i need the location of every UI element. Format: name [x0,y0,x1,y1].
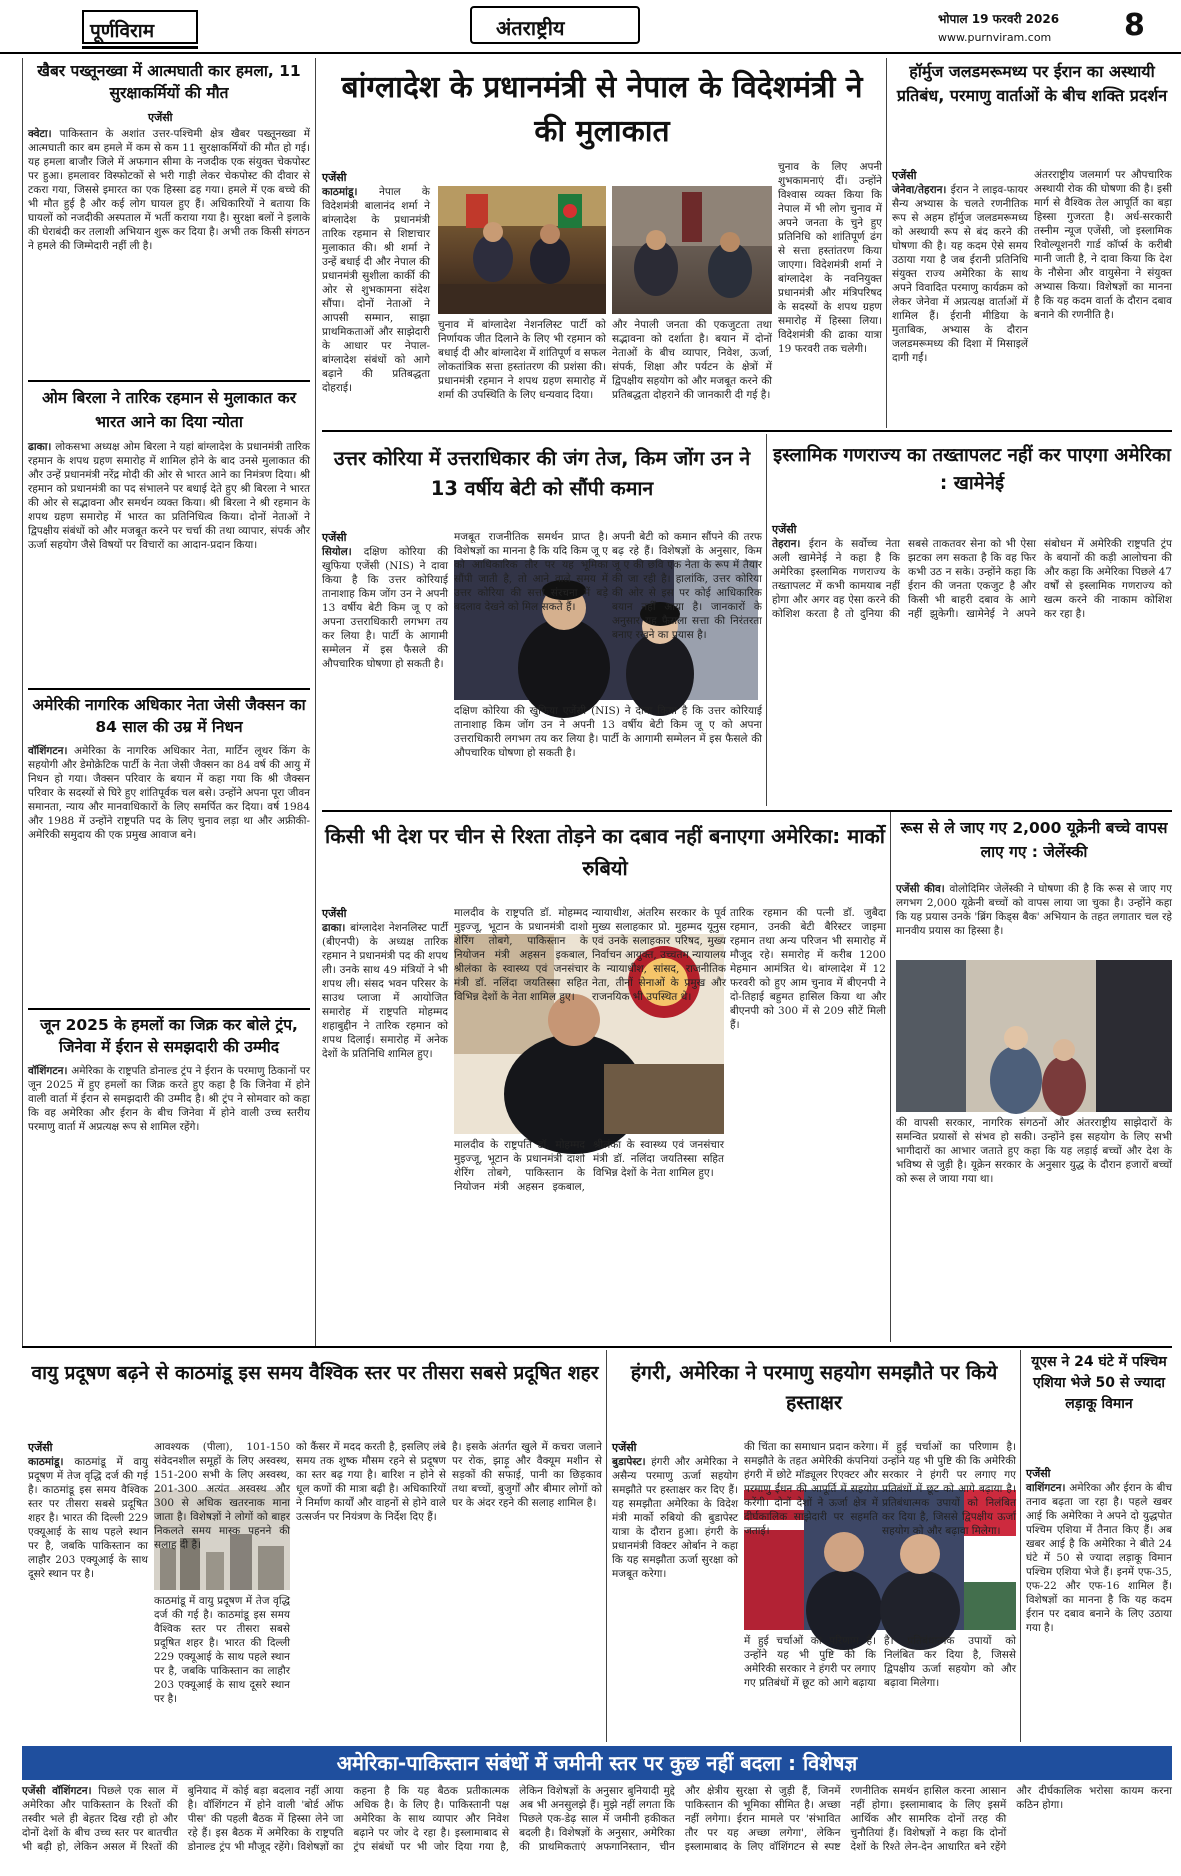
story-text: में हुई चर्चाओं का परिणाम है। उन्होंने यह भी पुष्टि की कि अमेरिकी सरकार ने हंगरी पर लगाए गए प्रतिबंधों में छूट को आगे बढ़ाया है। प्रतिबंधात्मक उपायों को निलंबित कर दिया है, जिससे द्विपक्षीय ऊर्जा सहयोग को और बढ़ावा मिलेगा। [744,1635,1016,1689]
agency: एजेंसी [1026,1467,1051,1480]
logo: पूर्णविराम [90,20,155,42]
story-pollution [28,1352,602,1436]
story-body [28,1064,310,1262]
story-text: आवश्यक (पीला), 101-150 संवेदनशील समूहों के लिए अस्वस्थ, 151-200 सभी के लिए अस्वस्थ, 201-300 अत्यंत अस्वस्थ और 300 से अधिक खतरनाक माना जाता है। विशेषज्ञों ने लोगों को बाहर निकलते समय मास्क पहनने की सलाह दी है। [154,1441,290,1551]
story-body [892,183,1028,425]
meeting-photo-art [438,186,606,314]
col-divider [766,434,767,806]
story-headline: किसी भी देश पर चीन से रिश्ता तोड़ने का दबाव नहीं बनाएगा अमेरिका: मार्को रुबियो [325,824,885,880]
china-col1 [322,906,448,1342]
agency: एजेंसी [896,883,925,895]
story-text: चुनाव के लिए अपनी शुभकामनाएं दीं। उन्होंने विश्वास व्यक्त किया कि नेपाल में भी लोग चुनाव में अपने जनता के चुने हुए प्रतिनिधि को शांतिपूर्ण ढंग से सत्ता हस्तांतरण किया जाएगा। विदेशमंत्री शर्मा ने बांग्लादेश के नवनियुक्त प्रधानमंत्री और मंत्रिपरिषद के सदस्यों के शपथ ग्रहण समारोह में हिस्सा लिया। विदेशमंत्री की ढाका यात्रा 19 फरवरी तक चलेगी। [778,161,882,355]
story-hungary [612,1352,1016,1436]
ukraine-bottom-text [896,1116,1172,1342]
story-headline: यूएस ने 24 घंटे में पश्चिम एशिया भेजे 50 से ज्यादा लड़ाकू विमान [1031,1354,1167,1412]
story-text: वॉशिंगटन में होने वाली 'बोर्ड ऑफ पीस' की पहली बैठक में हिस्सा लेने जा रहे हैं। इस बैठक में अमेरिका के राष्ट्रपति डोनाल्ड ट्रंप भी मौजूद रहेंगे। विशेषज्ञों का कहना है कि यह बैठक प्रतीकात्मक अधिक है। [187,1785,510,1853]
story-jesse-jackson [28,694,310,1004]
story-text: में हुई चर्चाओं का परिणाम है। उन्होंने यह भी पुष्टि की कि अमेरिकी सरकार ने हंगरी पर लगाए गए प्रतिबंधों में छूट को आगे बढ़ाया है। प्रतिबंधात्मक उपायों को निलंबित कर दिया है, जिससे द्विपक्षीय ऊर्जा सहयोग को और बढ़ावा मिलेगा। [882,1441,1016,1537]
hungary-col2 [744,1440,878,1537]
hungary-col3 [882,1440,1016,1537]
story-body [28,1455,148,1739]
story-text: न्यायाधीश, अंतरिम सरकार के पूर्व मुख्य सलाहकार प्रो. मुहम्मद यूनुस एवं उनके सलाहकार परिषद, मुख्य निर्वाचन आयुक्त, उच्चतम न्यायालय के न्यायाधीश, सांसद, राजनीतिक नेता, तीनों सेनाओं के प्रमुख और राजनयिक भी उपस्थित थे। [592,907,726,1003]
page-number: 8 [1124,8,1145,43]
divider [28,380,310,382]
story-headline: वायु प्रदूषण बढ़ने से काठमांडू इस समय वैश्विक स्तर पर तीसरा सबसे प्रदूषित शहर [31,1362,599,1384]
agency: एजेंसी [322,171,347,184]
hormuz-col2 [1034,168,1172,426]
korea-col1 [322,530,448,806]
story-text: पाकिस्तान के अशांत उत्तर-पश्चिमी क्षेत्र खैबर पख्तूनख्वा में आत्मघाती कार बम हमले में कम से कम 11 सुरक्षाकर्मियों की मौत हो गई। यह हमला बाजौर जिले में अफगान सीमा के नजदीक एक संयुक्त चेकपोस्ट पर हुआ। हमलावर विस्फोटकों से भरी गाड़ी लेकर चेकपोस्ट की दीवार से टकरा गया, जिससे इमारत का एक हिस्सा ढह गया। हमले में एक बच्चे की भी मौत हुई है और कई लोग घायल हुए हैं। अधिकारियों ने बताया कि घायलों को नजदीकी अस्पताल में भर्ती कराया गया है। सुरक्षा बलों ने इलाके की घेराबंदी कर तलाशी अभियान शुरू कर दिया है। अभी तक किसी संगठन ने हमले की जिम्मेदारी नहीं ली है। [28,128,310,252]
dateline: वॉशिंगटन। [28,1065,72,1077]
story-text: अमेरिका के राष्ट्रपति डोनाल्ड ट्रंप ने ईरान के परमाणु ठिकानों पर जून 2025 में हुए हमलों का जिक्र करते हुए कहा है कि जिनेवा में होने वाली वार्ता में ईरान से समझदारी की उम्मीद है। श्री ट्रंप ने सोमवार को कहा कि वह अमेरिका और ईरान के बीच जिनेवा में होने वाली उच्च स्तरीय परमाणु वार्ता में अप्रत्यक्ष रूप से शामिल रहेंगे। [28,1065,310,1133]
story-headline: जून 2025 के हमलों का जिक्र कर बोले ट्रंप, जिनेवा में ईरान से समझदारी की उम्मीद [40,1016,298,1056]
story-headline: उत्तर कोरिया में उत्तराधिकार की जंग तेज, किम जोंग उन ने 13 वर्षीय बेटी को सौंपी कमान [333,447,751,500]
story-text: और नेपाली जनता की एकजुटता तथा सद्भावना को दर्शाता है। बयान में दोनों नेताओं के बीच व्यापार, निवेश, ऊर्जा, संपर्क, शिक्षा और पर्यटन के क्षेत्रों में द्विपक्षीय सहयोग को और मजबूत करने की प्रतिबद्धता दोहराने की जानकारी दी गई है। [612,319,772,401]
story-text: अंतरराष्ट्रीय जलमार्ग पर औपचारिक अस्थायी रोक की घोषणा की है। इसी मार्ग से वैश्विक तेल आपूर्ति का बड़ा हिस्सा गुजरता है। अर्ध-सरकारी तस्नीम न्यूज एजेंसी, जो इस्लामिक रिवोल्यूशनरी गार्ड कॉर्प्स के करीबी मानी जाती है, ने दावा किया कि देश के नौसेना और वायुसेना ने संयुक्त अभ्यास किया। विशेषज्ञों का मानना है कि यह कदम वार्ता के दौरान दबाव बनाने की रणनीति है। [1034,169,1172,321]
divider [28,688,310,690]
agency: एजेंसी [22,1785,53,1797]
story-text: इस्लामाबाद के लिए इसमें आर्थिक और सामरिक दोनों तरह की चुनौतियां हैं। विशेषज्ञों ने कहा कि दोनों देशों के रिश्ते लेन-देन आधारित बने रहेंगे और दीर्घकालिक भरोसा कायम करना कठिन होगा। [850,1785,1172,1853]
story-headline: हॉर्मुज जलडमरूमध्य पर ईरान का अस्थायी प्रतिबंध, परमाणु वार्ताओं के बीच शक्ति प्रदर्शन [896,62,1168,105]
story-text: पिछले एक साल में अमेरिका और पाकिस्तान के रिश्तों की तस्वीर भले ही बेहतर दिख रही हो और दोनों देशों के बीच उच्च स्तर पर बातचीत भी बढ़ी हो, लेकिन असल में रिश्तों की बुनियाद में कोई बड़ा बदलाव नहीं आया है। [22,1785,344,1853]
story-body [28,744,310,1000]
story-china [322,814,888,902]
lead-body-col2 [322,318,606,426]
pollution-col4 [452,1440,602,1742]
story-text: बांग्लादेश नेशनलिस्ट पार्टी (बीएनपी) के अध्यक्ष तारिक रहमान ने प्रधानमंत्री पद की शपथ ली। उनके साथ 49 मंत्रियों ने भी शपथ ली। संसद भवन परिसर के साउथ प्लाजा में आयोजित समारोह में राष्ट्रपति मोहम्मद शहाबुद्दीन ने तारिक रहमान को शपथ दिलाई। समारोह में अनेक देशों के प्रतिनिधि शामिल हुए। [322,922,448,1060]
story-text: मजबूत राजनीतिक समर्थन प्राप्त है। विशेषज्ञों का मानना है कि यदि किम जू ए को आधिकारिक तौर पर यह भूमिका सौंपी जाती है, तो आने वाले समय में उत्तर कोरिया की सत्ता संरचना में बड़े बदलाव देखने को मिल सकते हैं। [454,531,608,613]
story-khamenei [772,436,1172,516]
story-body [22,1784,1172,1872]
story-body [322,921,448,1339]
dateline: जेनेवा/तेहरान। [892,184,951,196]
logo-underline [82,46,198,49]
story-text: की चिंता का समाधान प्रदान करेगा। समझौते के तहत अमेरिकी कंपनियां हंगरी में छोटे मॉड्यूलर रिएक्टर और परमाणु ईंधन की आपूर्ति में सहयोग करेंगी। दोनों देशों ने ऊर्जा क्षेत्र में दीर्घकालिक साझेदारी पर सहमति जताई। [744,1441,878,1537]
china-col2 [454,906,588,1003]
dateline: वॉशिंगटन। [28,745,75,757]
divider [22,1346,1172,1348]
hungary-under-photo [744,1634,1016,1742]
story-body [896,882,1172,954]
us-planes-body [1026,1466,1172,1742]
pollution-col2 [154,1440,290,1551]
section-tab [470,6,640,44]
story-headline: ओम बिरला ने तारिक रहमान से मुलाकात कर भारत आने का दिया न्योता [41,389,297,431]
masthead-rule [0,52,1181,54]
story-trump-geneva [28,1014,310,1274]
agency: एजेंसी [612,1441,637,1454]
story-text: मुझे नहीं लगता कि पिछले एक-डेढ़ साल में जमीनी हकीकत बदली है। विशेषज्ञों के अनुसार, अमेरिका की प्राथमिकताएं अफगानिस्तान, चीन और क्षेत्रीय सुरक्षा से जुड़ी हैं, जिनमें पाकिस्तान की भूमिका सीमित है। [519,1785,841,1853]
agency: एजेंसी [892,169,917,182]
story-text: दक्षिण कोरिया की खुफिया एजेंसी (NIS) ने दावा किया है कि उत्तर कोरियाई तानाशाह किम जोंग उन ने अपनी 13 वर्षीय बेटी किम जू ए को अपना उत्तराधिकारी लगभग तय कर लिया है। पार्टी के आगामी सम्मेलन में इस फैसले की औपचारिक घोषणा हो सकती है। [454,705,762,759]
dateline: ढाका। [322,922,351,934]
col-divider [890,812,891,1342]
story-body [28,127,310,359]
story-text: की वापसी सरकार, नागरिक संगठनों और अंतरराष्ट्रीय साझेदारों के समन्वित प्रयासों से संभव हो सकी। उन्होंने इस सहयोग के लिए सभी भागीदारों का आभार जताते हुए कहा कि यह लड़ाई बच्चों और देश के भविष्य से जुड़ी है। यूक्रेन सरकार के अनुसार युद्ध के दौरान हजारों बच्चों को रूस ले जाया गया था। [896,1117,1172,1185]
story-body [322,545,448,803]
pollution-col2b [154,1594,290,1742]
story-text: के लिए है। पाकिस्तानी पक्ष अमेरिका के साथ व्यापार और निवेश बढ़ाने पर जोर दे रहा है। इस्लामाबाद से ट्रंप संबंधों पर भी जोर दिया गया है, लेकिन विशेषज्ञों के अनुसार बुनियादी मुद्दे अब भी अनसुलझे हैं। [353,1785,675,1853]
dateline: काठमांडू। [322,186,380,198]
dateline: कीव। [924,883,950,895]
china-col4 [730,906,886,1342]
story-text: लोकसभा अध्यक्ष ओम बिरला ने यहां बांग्लादेश के प्रधानमंत्री तारिक रहमान के शपथ ग्रहण समारोह में शामिल होने के बाद उनसे मुलाकात की और उन्हें प्रधानमंत्री नरेंद्र मोदी की ओर से भारत आने का निमंत्रण दिया। श्री रहमान को प्रधानमंत्री का पद संभालने पर बधाई देते हुए श्री बिरला ने भारत की ओर से सद्भावना और समर्थन व्यक्त किया। श्री बिरला ने श्री रहमान के शपथ ग्रहण समारोह में भारत का प्रतिनिधित्व किया। दोनों नेताओं ने द्विपक्षीय संबंधों को और मजबूत करने पर चर्चा की तथा व्यापार, संपर्क और ऊर्जा सहयोग जैसे विषयों पर विचारों का आदान-प्रदान किया। [28,441,310,551]
ukraine-photo [896,960,1172,1112]
masthead [0,0,1181,56]
dateline: बुडापेस्ट। [612,1456,652,1468]
lead-headline: बांग्लादेश के प्रधानमंत्री से नेपाल के विदेशमंत्री ने की मुलाकात [341,70,863,149]
agency: एजेंसी [148,111,173,124]
story-body [28,440,310,684]
story-khyber [28,60,310,378]
story-text: चुनाव में बांग्लादेश नेशनलिस्ट पार्टी को निर्णायक जीत दिलाने के लिए भी रहमान को बधाई दी और बांग्लादेश में शांतिपूर्ण व सफल लोकतांत्रिक सत्ता हस्तांतरण की प्रशंसा की। प्रधानमंत्री रहमान ने शपथ ग्रहण समारोह में शर्मा की उपस्थिति के लिए धन्यवाद दिया। [438,319,606,401]
divider [322,430,1172,432]
story-headline: इस्लामिक गणराज्य का तख्तापलट नहीं कर पाएगा अमेरिका : खामेनेई [773,445,1171,494]
dateline: सियोल। [322,546,364,558]
story-text: अच्छा नहीं लगेगा। ईरान मामले पर 'संभावित तौर पर यह अच्छा लगेगा', लेकिन इस्लामाबाद के लिए वॉशिंगटन से स्पष्ट रणनीतिक समर्थन हासिल करना आसान नहीं होगा। [684,1785,1007,1853]
story-text: हंगरी और अमेरिका ने असैन्य परमाणु ऊर्जा सहयोग समझौते पर हस्ताक्षर कर दिए हैं। यह समझौता अमेरिका के विदेश मंत्री मार्को रुबियो की बुडापेस्ट यात्रा के दौरान हुआ। हंगरी के प्रधानमंत्री विक्टर ओर्बान ने कहा कि यह समझौता ऊर्जा सुरक्षा को मजबूत करेगा। [612,1456,738,1580]
story-headline: रूस से ले जाए गए 2,000 यूक्रेनी बच्चे वापस लाए गए : जेलेंस्की [900,819,1168,861]
khamenei-body [772,522,1172,806]
dateline: ढाका। [28,441,56,453]
website: www.purnviram.com [938,31,1052,44]
story-headline: हंगरी, अमेरिका ने परमाणु सहयोग समझौते पर किये हस्ताक्षर [630,1361,998,1414]
dateline: काठमांडू। [28,1456,75,1468]
col-divider [1020,1350,1021,1742]
dateline: वॉशिंगटन। [52,1785,99,1797]
story-text: मालदीव के राष्ट्रपति डॉ. मोहम्मद मुइज्जू, भूटान के प्रधानमंत्री दाशो शेरिंग तोबगे, पाकिस्तान के नियोजन मंत्री अहसन इकबाल, श्रीलंका के स्वास्थ्य एवं जनसंचार मंत्री डॉ. नलिंदा जयतिस्सा सहित विभिन्न देशों के नेता शामिल हुए। [454,907,588,1003]
lead-photo-1 [438,186,606,314]
pakistan-banner [22,1746,1172,1780]
ukraine-top-text [896,882,1172,956]
story-text: काठमांडू में वायु प्रदूषण में तेज वृद्धि दर्ज की गई है। काठमांडू इस समय वैश्विक स्तर पर तीसरा सबसे प्रदूषित शहर है। भारत की दिल्ली 229 एक्यूआई के साथ पहले स्थान पर है, जबकि पाकिस्तान का लाहौर 203 एक्यूआई के साथ दूसरे स्थान पर है। [28,1456,148,1580]
lead-body-col4 [778,160,882,426]
hungary-col1 [612,1440,738,1742]
story-text: को कैंसर में मदद करती है, इसलिए लंबे समय तक शुष्क मौसम रहने से प्रदूषण का स्तर बढ़ गया है। बारिश न होने से धूल कणों की मात्रा बढ़ी है। अधिकारियों ने निर्माण कार्यों और वाहनों से होने वाले उत्सर्जन पर नियंत्रण के निर्देश दिए हैं। [296,1441,446,1523]
pakistan-body [22,1784,1172,1872]
story-korea [322,436,762,526]
date-box [938,10,1118,44]
banner-headline: अमेरिका-पाकिस्तान संबंधों में जमीनी स्तर पर कुछ नहीं बदला : विशेषज्ञ [336,1751,858,1775]
story-text: नेपाल के विदेशमंत्री बालानंद शर्मा ने बांग्लादेश के प्रधानमंत्री तारिक रहमान से शिष्टाचार मुलाकात की। श्री शर्मा ने उन्हें बधाई दी और नेपाल की प्रधानमंत्री सुशीला कार्की की ओर से शुभकामना संदेश सौंपा। दोनों नेताओं ने आपसी सम्मान, साझा प्राथमिकताओं और साझेदारी के आधार पर नेपाल-बांग्लादेश संबंधों को आगे बढ़ाने की प्रतिबद्धता दोहराई। [322,186,430,394]
divider [28,1008,310,1010]
left-col-border-right [315,58,316,1348]
hormuz-col1 [892,168,1028,426]
story-body [772,537,1172,805]
logo-box [82,10,198,44]
pollution-col1 [28,1440,148,1742]
story-text: काठमांडू में वायु प्रदूषण में तेज वृद्धि दर्ज की गई है। काठमांडू इस समय वैश्विक स्तर पर तीसरा सबसे प्रदूषित शहर है। भारत की दिल्ली 229 एक्यूआई के साथ पहले स्थान पर है, जबकि पाकिस्तान का लाहौर 203 एक्यूआई के साथ दूसरे स्थान पर है। [154,1595,290,1705]
story-text: दक्षिण कोरिया की खुफिया एजेंसी (NIS) ने दावा किया है कि उत्तर कोरियाई तानाशाह किम जोंग उन ने अपनी 13 वर्षीय बेटी किम जू ए को अपना उत्तराधिकारी लगभग तय कर लिया है। पार्टी के आगामी सम्मेलन में इस फैसले की औपचारिक घोषणा हो सकती है। [322,546,448,670]
children-photo-art [896,960,1172,1112]
agency: एजेंसी [772,523,797,536]
section-title: अंतराष्ट्रीय [496,16,565,40]
agency: एजेंसी [322,531,347,544]
agency: एजेंसी [28,1441,53,1454]
story-text: तारिक रहमान की पत्नी डॉ. जुबैदा रहमान, उनकी बेटी बैरिस्टर जाइमा रहमान तथा अन्य परिजन भी समारोह में मौजूद रहे। समारोह में करीब 1200 मेहमान आमंत्रित थे। बांग्लादेश में 12 फरवरी को हुए आम चुनाव में बीएनपी ने दो-तिहाई बहुमत हासिल किया था और बीएनपी को 300 में से 209 सीटें मिली हैं। [730,907,886,1031]
story-us-planes [1026,1352,1172,1462]
story-text: अमेरिका के नागरिक अधिकार नेता, मार्टिन लूथर किंग के सहयोगी और डेमोक्रेटिक पार्टी के नेता जेसी जैक्सन का 84 वर्ष की आयु में निधन हो गया। जैक्सन परिवार के बयान में कहा गया कि श्री जैक्सन परिवार के सदस्यों से घिरे हुए शांतिपूर्वक चल बसे। उन्होंने अपना पूरा जीवन समानता, न्याय और मानवाधिकारों के लिए समर्पित कर दिया। वर्ष 1984 और 1988 में उन्होंने राष्ट्रपति पद के लिए चुनाव लड़ा था और अफ्रीकी-अमेरिकी समुदाय की एक प्रमुख आवाज बने। [28,745,310,841]
story-text: मालदीव के राष्ट्रपति डॉ. मोहम्मद मुइज्जू, भूटान के प्रधानमंत्री दाशो शेरिंग तोबगे, पाकिस्तान के नियोजन मंत्री अहसन इकबाल, श्रीलंका के स्वास्थ्य एवं जनसंचार मंत्री डॉ. नलिंदा जयतिस्सा सहित विभिन्न देशों के नेता शामिल हुए। [454,1139,724,1193]
story-text: है। इसके अंतर्गत खुले में कचरा जलाने पर रोक, झाड़ू और वैक्यूम मशीन से सड़कों की सफाई, पानी का छिड़काव तथा बच्चों, बुजुर्गों और बीमार लोगों को घर के अंदर रहने की सलाह शामिल है। [452,1441,602,1509]
pollution-col3 [296,1440,446,1742]
dateline: क्वेटा। [28,128,60,140]
col-divider [886,58,887,428]
story-ukraine [896,816,1172,880]
china-under-photo [454,1138,724,1342]
left-col-border [22,58,23,1348]
korea-bottom-text [454,704,762,806]
agency: एजेंसी [322,907,347,920]
dateline: वाशिंगटन। [1026,1482,1070,1494]
story-headline: खैबर पख्तूनख्वा में आत्मघाती कार हमला, 11 सुरक्षाकर्मियों की मौत [37,62,301,102]
date-line: भोपाल 19 फरवरी 2026 [938,12,1060,26]
story-text: अपनी बेटी को कमान सौंपने की तरफ बढ़ रहे हैं। विशेषज्ञों के अनुसार, किम जू ए की छवि एक नेता के रूप में तैयार की जा रही है। हालांकि, उत्तर कोरिया की ओर से इस पर कोई आधिकारिक बयान नहीं आया है। जानकारों के अनुसार यह फैसला सत्ता की निरंतरता बनाए रखने का प्रयास है। [612,531,762,641]
story-body [612,1455,738,1739]
story-headline: अमेरिकी नागरिक अधिकार नेता जेसी जैक्सन का 84 साल की उम्र में निधन [32,696,306,736]
dateline: तेहरान। [772,538,809,550]
col-divider [606,1350,607,1742]
china-col3 [592,906,726,1003]
divider [322,810,1172,812]
story-text: वोलोदिमिर जेलेंस्की ने घोषणा की है कि रूस से जाए गए लगभग 2,000 यूक्रेनी बच्चों को वापस लाया जा चुका है। उन्होंने कहा कि यह प्रयास उनके 'ब्रिंग किड्स बैक' अभियान के तहत लगातार चल रहे मानवीय प्रयास का हिस्सा है। [896,883,1172,937]
story-text: अमेरिका और ईरान के बीच तनाव बढ़ता जा रहा है। पहले खबर आई कि अमेरिका ने अपने दो युद्धपोत पश्चिम एशिया में तैनात किए हैं। अब खबर आई है कि अमेरिका ने बीते 24 घंटे में 50 से ज्यादा लड़ाकू विमान पश्चिम एशिया भेजे हैं। इनमें एफ-35, एफ-22 और एफ-16 शामिल हैं। विशेषज्ञों का मानना है कि यह कदम ईरान पर दबाव बनाने के लिए उठाया गया है। [1026,1482,1172,1634]
lead-body-col3 [612,160,772,426]
story-om-birla [28,386,310,686]
story-text: ईरान के सर्वोच्च नेता अली खामेनेई ने कहा है कि अमेरिका इस्लामिक गणराज्य के तख्तापलट में कभी कामयाब नहीं होगा और अगर वह ऐसा करने की कोशिश करता है तो दुनिया की सबसे ताकतवर सेना को भी ऐसा झटका लग सकता है कि वह फिर कभी उठ न सके। उन्होंने कहा कि ईरान की जनता एकजुट है और किसी भी बाहरी दबाव के आगे नहीं झुकेगी। खामेनेई ने अपने संबोधन में अमेरिकी राष्ट्रपति ट्रंप के बयानों की कड़ी आलोचना की और कहा कि अमेरिका पिछले 47 वर्षों से इस्लामिक गणराज्य को खत्म करने की नाकाम कोशिश कर रहा है। [772,538,1172,620]
story-text: ईरान ने लाइव-फायर सैन्य अभ्यास के चलते रणनीतिक रूप से अहम हॉर्मुज जलडमरूमध्य को अस्थायी रूप से बंद करने की घोषणा की है। यह कदम ऐसे समय उठाया गया है जब ईरानी प्रतिनिधि संयुक्त राज्य अमेरिका के साथ अपने विवादित परमाणु कार्यक्रम को लेकर जेनेवा में अप्रत्यक्ष वार्ताओं में शामिल हैं। ईरानी मीडिया के मुताबिक, अभ्यास के दौरान जलडमरूमध्य की दिशा में मिसाइलें दागी गईं। [892,184,1028,364]
story-body [1026,1481,1172,1739]
